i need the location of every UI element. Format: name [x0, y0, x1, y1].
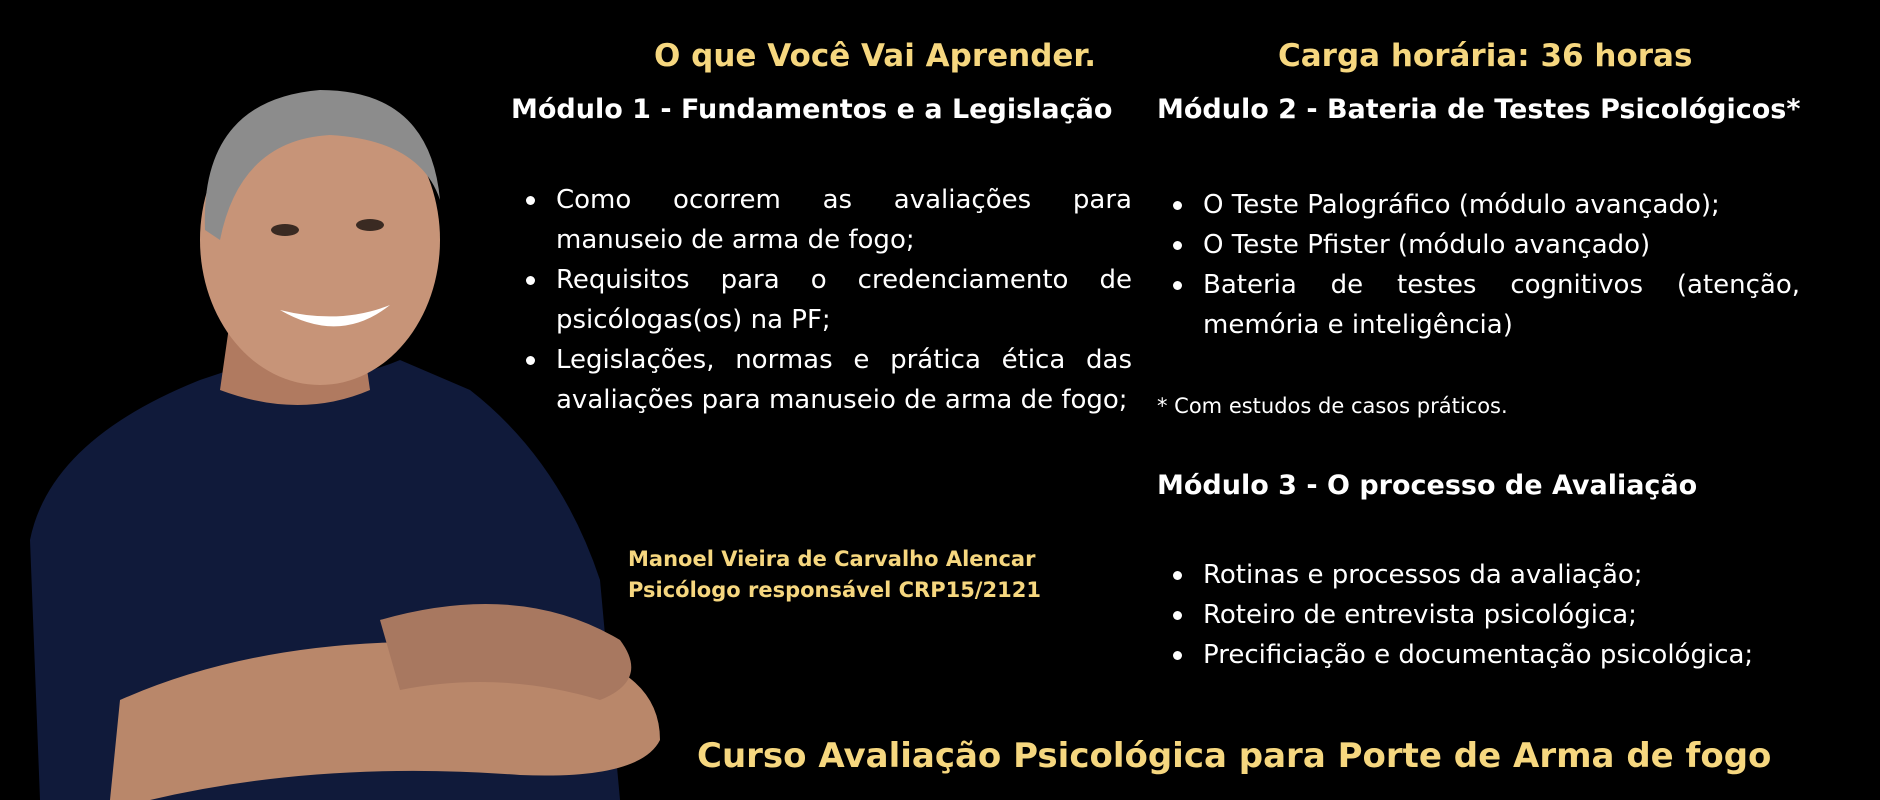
list-item: Bateria de testes cognitivos (atenção, memória e inteligência)	[1157, 265, 1800, 345]
list-item: O Teste Palográfico (módulo avançado);	[1157, 185, 1800, 225]
list-item: Requisitos para o credenciamento de psicólogas(os) na PF;	[510, 260, 1132, 340]
course-title: Curso Avaliação Psicológica para Porte de Arma de fogo	[697, 736, 1772, 776]
list-item: Rotinas e processos da avaliação;	[1157, 555, 1817, 595]
instructor-role: Psicólogo responsável CRP15/2121	[628, 578, 1041, 602]
module2-list	[1157, 185, 1800, 345]
module1-list	[510, 180, 1132, 420]
module2-note: * Com estudos de casos práticos.	[1157, 394, 1508, 418]
eye-right	[356, 219, 384, 231]
list-item: Como ocorrem as avaliações para manuseio de arma de fogo;	[510, 180, 1132, 260]
eye-left	[271, 224, 299, 236]
module3-title: Módulo 3 - O processo de Avaliação	[1157, 470, 1698, 501]
list-item: Legislações, normas e prática ética das avaliações para manuseio de arma de fogo;	[510, 340, 1132, 420]
list-item: Roteiro de entrevista psicológica;	[1157, 595, 1817, 635]
course-hours: Carga horária: 36 horas	[1278, 38, 1693, 74]
module2-title: Módulo 2 - Bateria de Testes Psicológicos*	[1157, 94, 1801, 125]
instructor-portrait	[0, 60, 680, 800]
instructor-block	[628, 544, 1041, 606]
list-item: Precificiação e documentação psicológica;	[1157, 635, 1817, 675]
list-item: O Teste Pfister (módulo avançado)	[1157, 225, 1800, 265]
module3-list	[1157, 555, 1817, 675]
module1-title: Módulo 1 - Fundamentos e a Legislação	[511, 94, 1113, 125]
instructor-name: Manoel Vieira de Carvalho Alencar	[628, 547, 1036, 571]
page-title: O que Você Vai Aprender.	[654, 38, 1097, 74]
